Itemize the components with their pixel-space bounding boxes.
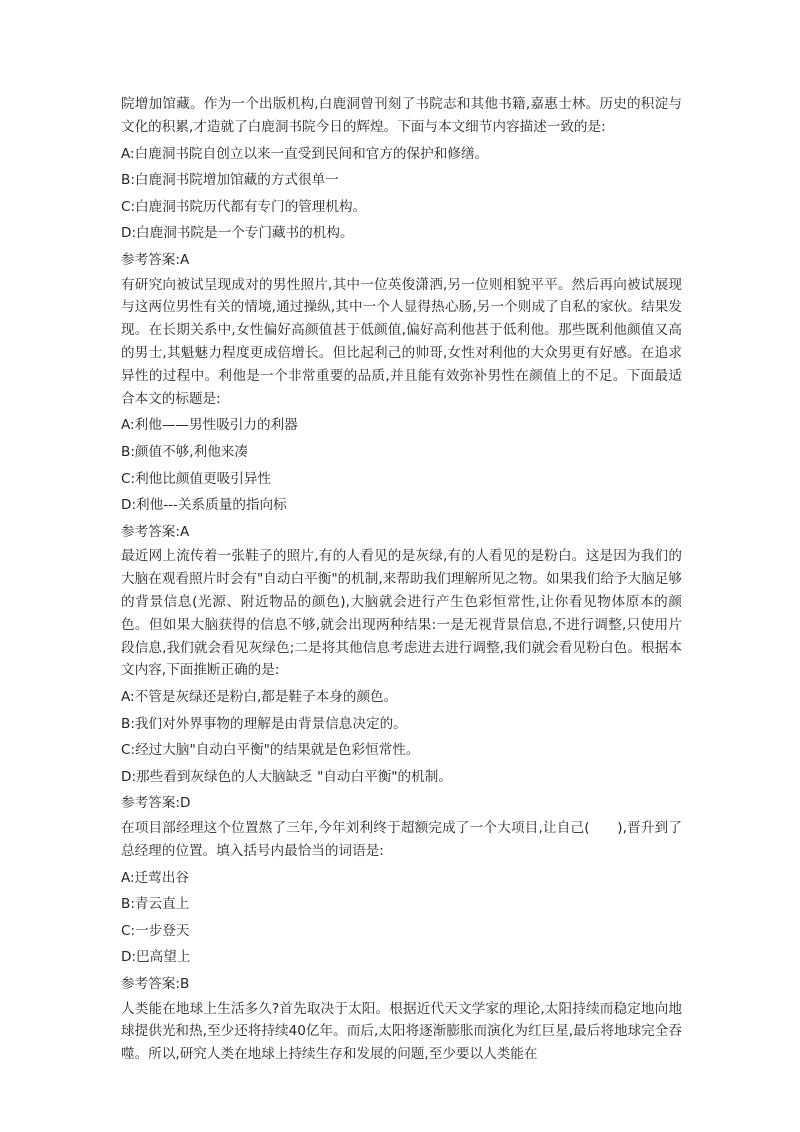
option-c: C:经过大脑"自动白平衡"的结果就是色彩恒常性。 xyxy=(121,742,420,759)
question-text: 院增加馆藏。作为一个出版机构,白鹿洞曾刊刻了书院志和其他书籍,嘉惠士林。历史的积淀与文化的积累,才造就了白鹿洞书院今日的辉煌。下面与本文细节内容描述一致的是: xyxy=(121,96,682,135)
reference-answer: 参考答案:D xyxy=(121,795,191,812)
option-c: C:一步登天 xyxy=(121,922,190,939)
option-c: C:白鹿洞书院历代都有专门的管理机构。 xyxy=(121,198,367,215)
option-a: A:迁莺出谷 xyxy=(121,869,190,886)
reference-answer: 参考答案:B xyxy=(121,976,190,993)
option-a: A:利他——男性吸引力的利器 xyxy=(121,417,298,434)
option-a: A:白鹿洞书院自创立以来一直受到民间和官方的保护和修缮。 xyxy=(121,145,489,162)
question-text: 在项目部经理这个位置熬了三年,今年刘利终于超额完成了一个大项目,让自己( ),晋升到了总经理的位置。填入括号内最恰当的词语是: xyxy=(121,820,682,859)
reference-answer: 参考答案:A xyxy=(121,523,190,540)
option-c: C:利他比颜值更吸引异性 xyxy=(121,470,272,487)
option-d: D:白鹿洞书院是一个专门藏书的机构。 xyxy=(121,225,354,242)
option-b: B:青云直上 xyxy=(121,896,190,913)
option-d: D:巴高望上 xyxy=(121,949,191,966)
option-d: D:利他---关系质量的指向标 xyxy=(121,497,287,514)
reference-answer: 参考答案:A xyxy=(121,251,190,268)
option-b: B:我们对外界事物的理解是由背景信息决定的。 xyxy=(121,715,407,732)
option-d: D:那些看到灰绿色的人大脑缺乏 "自动白平衡"的机制。 xyxy=(121,768,452,785)
question-text: 人类能在地球上生活多久?首先取决于太阳。根据近代天文学家的理论,太阳持续而稳定地向地球提供光和热,至少还将持续40亿年。而后,太阳将逐渐膨胀而演化为红巨星,最后将地球完全吞噬。所以,研究人类在地球上持续生存和发展的问题,至少要以人类能在 xyxy=(121,1000,682,1063)
option-b: B:白鹿洞书院增加馆藏的方式很单一 xyxy=(121,172,339,189)
question-text: 有研究向被试呈现成对的男性照片,其中一位英俊潇洒,另一位则相貌平平。然后再向被试展现与这两位男性有关的情境,通过操纵,其中一个人显得热心肠,另一个则成了自私的家伙。结果发现。在长期关系中,女性偏好高颜值甚于低颜值,偏好高利他甚于低利他。那些既利他颜值又高的男士,其魁魅力程度更成倍增长。但比起利己的帅哥,女性对利他的大众男更有好感。在追求异性的过程中。利他是一个非常重要的品质,并且能有效弥补男性在颜值上的不足。下面最适合本文的标题是: xyxy=(121,276,682,407)
question-text: 最近网上流传着一张鞋子的照片,有的人看见的是灰绿,有的人看见的是粉白。这是因为我们的大脑在观看照片时会有"自动白平衡"的机制,来帮助我们理解所见之物。如果我们给予大脑足够的背景信息(光源、附近物品的颜色),大脑就会进行产生色彩恒常性,让你看见物体原本的颜色。但如果大脑获得的信息不够,就会出现两种结果:一是无视背景信息,不进行调整,只使用片段信息,我们就会看见灰绿色;二是将其他信息考虑进去进行调整,我们就会看见粉白色。根据本文内容,下面推断正确的是: xyxy=(121,548,682,679)
option-a: A:不管是灰绿还是粉白,都是鞋子本身的颜色。 xyxy=(121,689,398,706)
option-b: B:颜值不够,利他来凑 xyxy=(121,443,248,460)
